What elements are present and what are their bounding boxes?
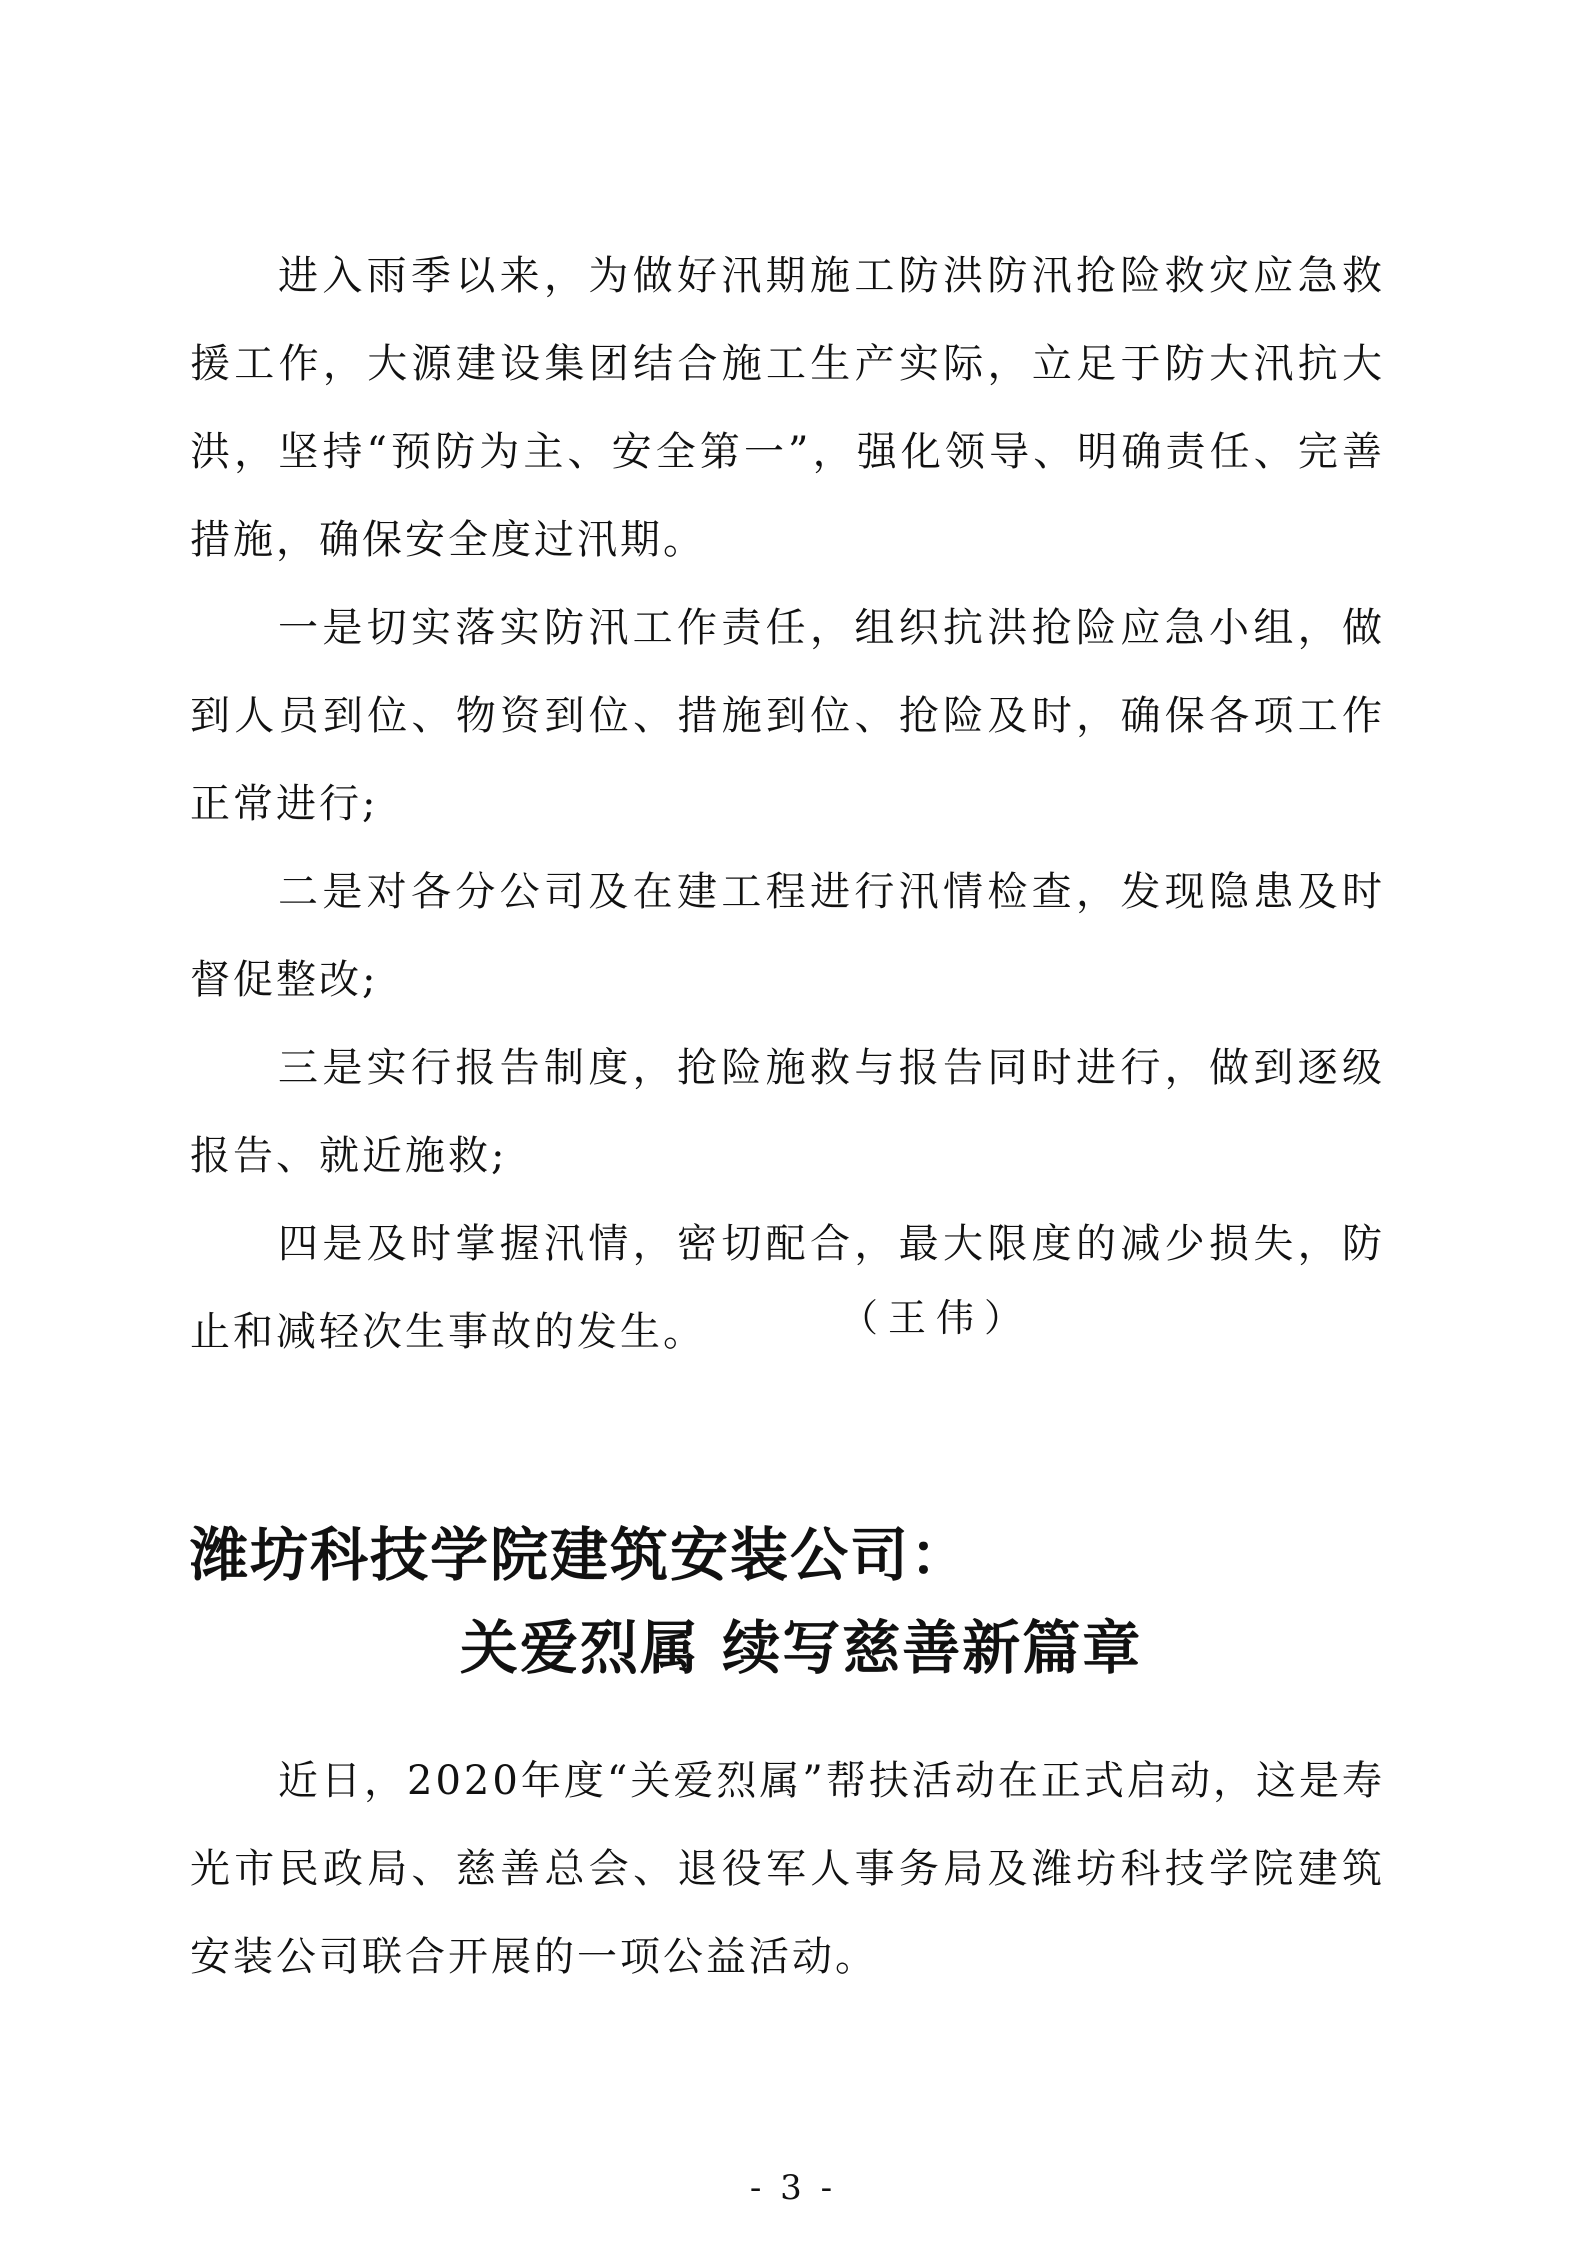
article-flood-prevention-body [190, 232, 1385, 1376]
headline-line-2: 关爱烈属 续写慈善新篇章 [460, 1614, 1143, 1682]
paragraph-item-4: 四是及时掌握汛情，密切配合，最大限度的减少损失，防止和减轻次生事故的发生。 [190, 1221, 1385, 1355]
headline-line-1: 潍坊科技学院建筑安装公司： [190, 1521, 971, 1589]
article-author: （王伟） [840, 1296, 1033, 1340]
paragraph-charity-intro: 近日，2020年度“关爱烈属”帮扶活动在正式启动，这是寿光市民政局、慈善总会、退役军人事务局及潍坊科技学院建筑安装公司联合开展的一项公益活动。 [190, 1758, 1385, 1980]
paragraph-item-3: 三是实行报告制度，抢险施救与报告同时进行，做到逐级报告、就近施救; [190, 1045, 1385, 1179]
paragraph-item-1: 一是切实落实防汛工作责任，组织抗洪抢险应急小组，做到人员到位、物资到位、措施到位、抢险及时，确保各项工作正常进行; [190, 605, 1385, 827]
paragraph-intro: 进入雨季以来，为做好汛期施工防洪防汛抢险救灾应急救援工作，大源建设集团结合施工生产实际，立足于防大汛抗大洪，坚持“预防为主、安全第一”，强化领导、明确责任、完善措施，确保安全度过汛期。 [190, 253, 1385, 563]
paragraph-item-2: 二是对各分公司及在建工程进行汛情检查，发现隐患及时督促整改; [190, 869, 1385, 1003]
page-number: - 3 - [749, 2168, 837, 2208]
article-charity-body [190, 1737, 1385, 2001]
